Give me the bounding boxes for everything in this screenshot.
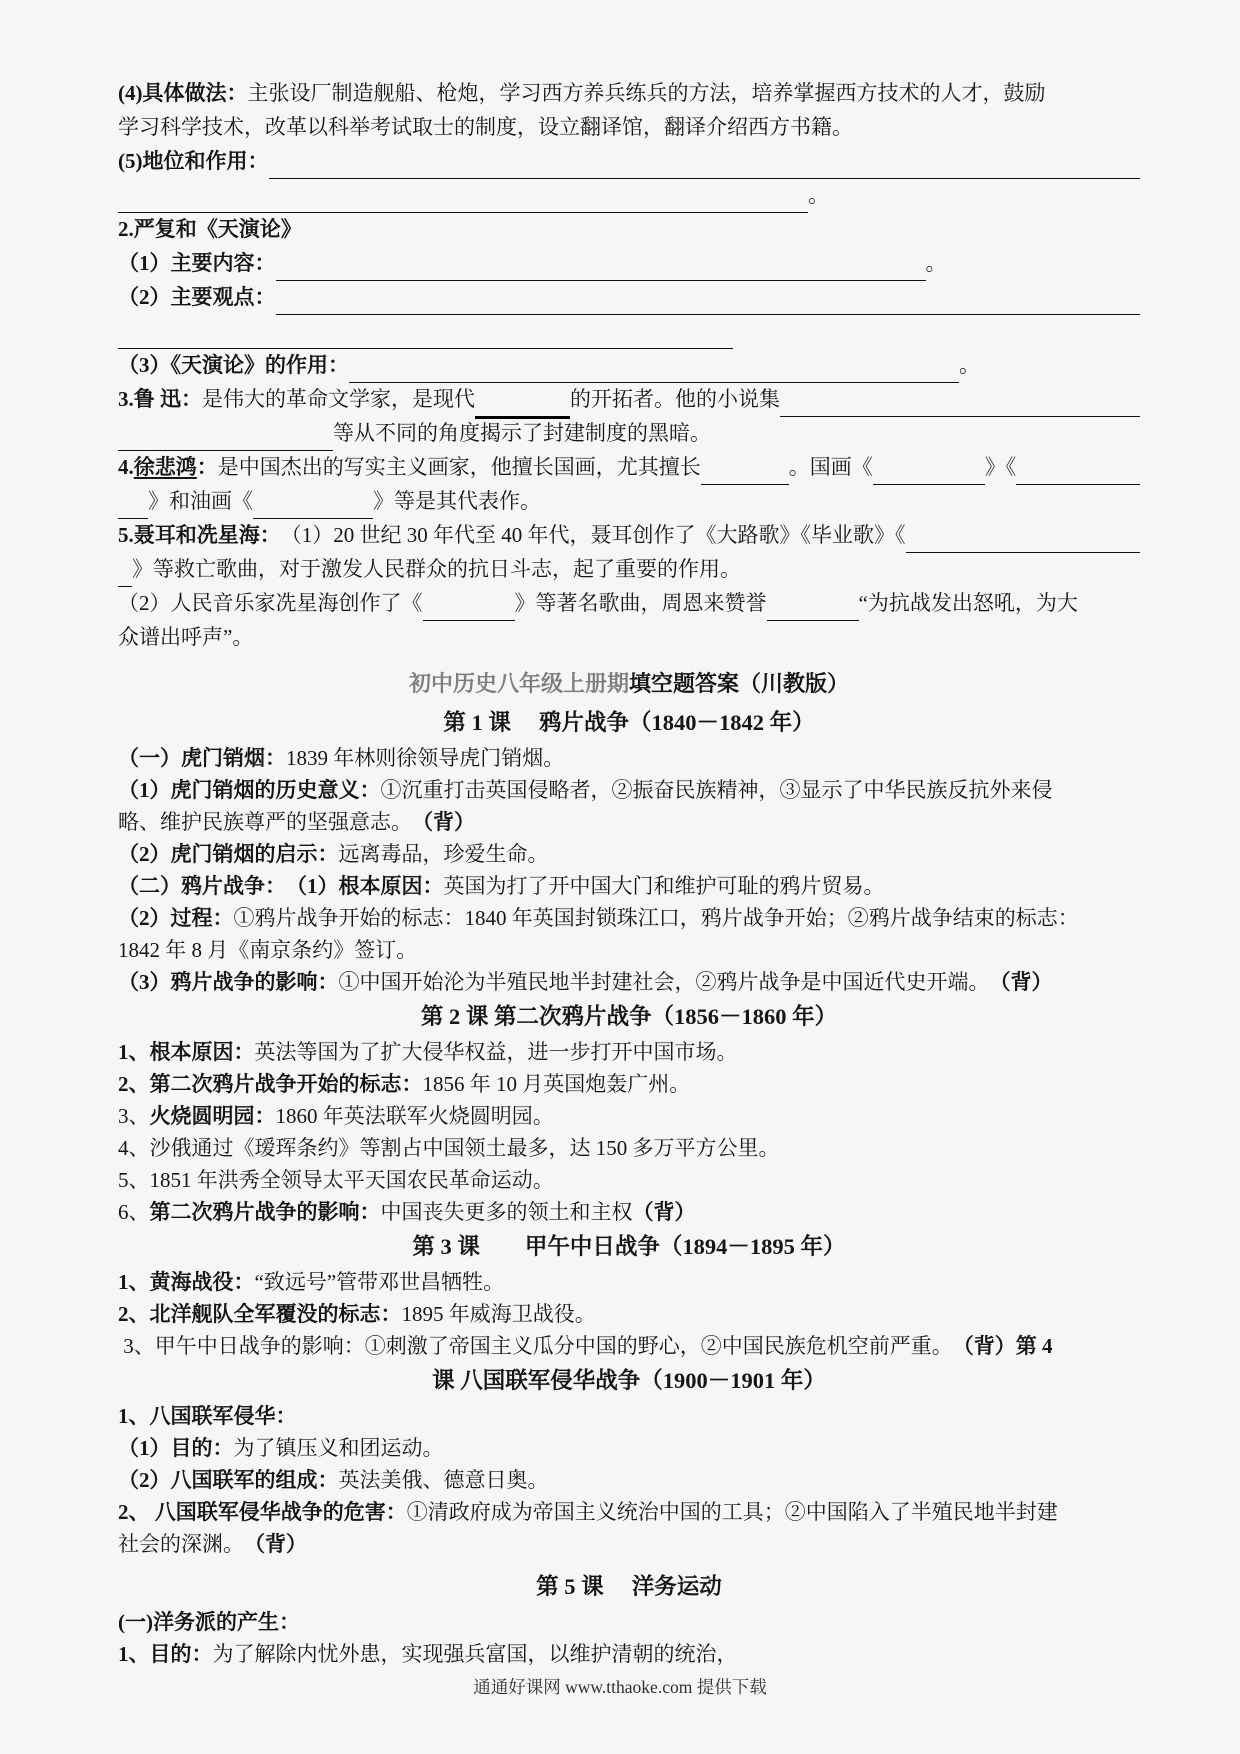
text-run: （1）20 世纪 30 年代至 40 年代，聂耳创作了《大路歌》《毕业歌》《 (280, 523, 906, 547)
fill-in-blank (118, 552, 132, 587)
text-run: （3）鸦片战争的影响： (118, 970, 339, 994)
text-run: （1）虎门销烟的历史意义： (118, 778, 381, 802)
text-run: 5、1851 年洪秀全领导太平天国农民革命运动。 (118, 1168, 554, 1192)
text-run: 。 (959, 353, 980, 377)
document-line (118, 1266, 1140, 1298)
document-line (118, 1330, 1140, 1362)
text-run: 等从不同的角度揭示了封建制度的黑暗。 (333, 421, 711, 445)
document-line (118, 1432, 1140, 1464)
document-line (118, 966, 1140, 998)
text-run: 2、 八国联军侵华战争的危害： (118, 1500, 407, 1524)
fill-in-blank (349, 348, 959, 383)
fill-in-blank (276, 246, 926, 281)
text-run: 1895 年威海卫战役。 (401, 1302, 596, 1326)
text-run: （2）人民音乐家冼星海创作了《 (118, 591, 423, 615)
text-run: 3、 (118, 1104, 150, 1128)
fill-in-blank (118, 484, 148, 519)
text-run: ①沉重打击英国侵略者，②振奋民族精神，③显示了中华民族反抗外来侵 (380, 778, 1053, 802)
fill-in-blank (767, 586, 859, 621)
document-line (118, 178, 1140, 212)
text-run: （1）主要内容： (118, 251, 276, 275)
document-line (118, 1606, 1140, 1638)
text-run: （2）虎门销烟的启示： (118, 842, 339, 866)
text-run: 英法美俄、德意日奥。 (338, 1468, 549, 1492)
text-run: 填空题答案（川教版） (629, 671, 850, 696)
text-run: 2、北洋舰队全军覆没的标志： (118, 1302, 402, 1326)
text-run: 社会的深渊。 (118, 1532, 244, 1556)
fill-in-blank (701, 450, 789, 485)
document-line (118, 416, 1140, 450)
document-line (118, 806, 1140, 838)
text-run: 英法等国为了扩大侵华权益，进一步打开中国市场。 (254, 1040, 738, 1064)
text-run: 为了镇压义和团运动。 (233, 1436, 444, 1460)
document-line (118, 1528, 1140, 1560)
text-run: 3、甲午中日战争的影响： (118, 1334, 365, 1358)
document-line (118, 742, 1140, 774)
text-run: 徐悲鸿 (133, 455, 197, 479)
document-line (118, 76, 1140, 110)
text-run: （二）鸦片战争： (118, 874, 286, 898)
lesson-heading (118, 704, 1140, 742)
fill-in-blank (873, 450, 985, 485)
document-line (118, 110, 1140, 144)
document-line (118, 1464, 1140, 1496)
document-line (118, 1132, 1140, 1164)
fill-in-blank (780, 382, 1140, 417)
text-run: 第 1 课 鸦片战争（1840－1842 年） (443, 710, 815, 735)
text-run: 略、维护民族尊严的坚强意志。 (118, 810, 412, 834)
document-line (118, 1400, 1140, 1432)
text-run: ①刺激了帝国主义瓜分中国的野心，②中国民族危机空前严重。 (364, 1334, 953, 1358)
lesson-heading (118, 1228, 1140, 1266)
text-run: 》等著名歌曲，周恩来赞誉 (514, 591, 767, 615)
text-run: (5)地位和作用： (118, 149, 269, 173)
lesson-heading (118, 1362, 1140, 1400)
text-run: （1）目的： (118, 1436, 234, 1460)
text-run: (4)具体做法： (118, 81, 248, 105)
text-run: 1839 年林则徐领导虎门销烟。 (286, 746, 565, 770)
text-run: （3）《天演论》的作用： (118, 353, 349, 377)
document-line (118, 1164, 1140, 1196)
document-line (118, 1638, 1140, 1670)
text-run: 。 (925, 251, 947, 275)
text-run: （1）根本原因： (286, 874, 444, 898)
text-run: ①鸦片战争开始的标志：1840 年英国封锁珠江口，鸦片战争开始；②鸦片战争结束的标志： (233, 906, 1079, 930)
text-run: ： (196, 455, 218, 479)
text-run: 中国丧失更多的领土和主权 (380, 1200, 633, 1224)
text-run: （一）虎门销烟： (118, 746, 286, 770)
fill-in-blank (253, 484, 373, 519)
document-line (118, 280, 1140, 314)
fill-in-blank (1016, 450, 1140, 485)
text-run: 1842 年 8 月《南京条约》签订。 (118, 938, 418, 962)
document-line (118, 552, 1140, 586)
text-run: 1、目的： (118, 1642, 213, 1666)
fill-in-blank (276, 280, 1141, 315)
document-title (118, 664, 1140, 704)
document-line (118, 348, 1140, 382)
text-run: （背） (632, 1200, 696, 1224)
footer-text: 通通好课网 www.tthaoke.com 提供下载 (473, 1677, 767, 1697)
text-run: （2）过程： (118, 906, 234, 930)
text-run: （背）第 4 (952, 1334, 1053, 1358)
text-run: 第 3 课 甲午中日战争（1894－1895 年） (412, 1234, 846, 1259)
text-run: 1860 年英法联军火烧圆明园。 (275, 1104, 554, 1128)
text-run: （背） (244, 1532, 307, 1556)
fill-in-blank (118, 314, 733, 349)
document-line (118, 586, 1140, 620)
page-footer (0, 1674, 1240, 1699)
document-line (118, 934, 1140, 966)
document-line (118, 450, 1140, 484)
document-line (118, 246, 1140, 280)
text-run: 3.鲁 迅： (118, 387, 202, 411)
text-run: 是伟大的革命文学家，是现代 (202, 387, 475, 411)
document-line (118, 774, 1140, 806)
document-line (118, 1496, 1140, 1528)
document-line (118, 144, 1140, 178)
document-line (118, 1196, 1140, 1228)
text-run: 2.严复和《天演论》 (118, 217, 302, 241)
text-run: 》等救亡歌曲，对于激发人民群众的抗日斗志，起了重要的作用。 (132, 557, 741, 581)
text-run: 课 八国联军侵华战争（1900－1901 年） (432, 1368, 826, 1393)
text-run: 第 2 课 第二次鸦片战争（1856－1860 年） (420, 1004, 838, 1029)
document-line (118, 902, 1140, 934)
text-run: 1、黄海战役： (118, 1270, 255, 1294)
document-line (118, 620, 1140, 654)
document-line (118, 838, 1140, 870)
text-run: (一)洋务派的产生： (118, 1610, 300, 1634)
text-run: 1、八国联军侵华： (118, 1404, 297, 1428)
text-run: 学习科学技术，改革以科举考试取士的制度，设立翻译馆，翻译介绍西方书籍。 (118, 115, 853, 139)
fill-in-blank (269, 144, 1141, 179)
text-run: 1、根本原因： (118, 1040, 255, 1064)
document-line (118, 314, 1140, 348)
text-run: （背） (989, 970, 1053, 994)
text-run: （背） (412, 810, 475, 834)
document-line (118, 212, 1140, 246)
text-run: 主张设厂制造舰船、枪炮，学习西方养兵练兵的方法，培养掌握西方技术的人才，鼓励 (247, 81, 1046, 105)
text-run: 4. (118, 455, 134, 479)
fill-in-blank (423, 586, 515, 621)
text-run: 众谱出呼声”。 (118, 625, 254, 649)
text-run: 第 5 课 洋务运动 (536, 1574, 722, 1599)
text-run: 远离毒品，珍爱生命。 (338, 842, 549, 866)
text-run: 为了解除内忧外患，实现强兵富国，以维护清朝的统治， (212, 1642, 738, 1666)
document-line (118, 870, 1140, 902)
fill-in-blank (906, 518, 1141, 553)
document-body (118, 76, 1140, 1670)
text-run: 1856 年 10 月英国炮轰广州。 (422, 1072, 691, 1096)
text-run: 是中国杰出的写实主义画家，他擅长国画，尤其擅长 (217, 455, 701, 479)
text-run: “致远号”管带邓世昌牺牲。 (254, 1270, 505, 1294)
document-line (118, 518, 1140, 552)
document-line (118, 484, 1140, 518)
document-line (118, 382, 1140, 416)
document-line (118, 1068, 1140, 1100)
text-run: 第二次鸦片战争的影响： (149, 1200, 381, 1224)
text-run: ①清政府成为帝国主义统治中国的工具；②中国陷入了半殖民地半封建 (406, 1500, 1058, 1524)
text-run: 》和油画《 (148, 489, 253, 513)
text-run: 。 (808, 183, 829, 207)
text-run: 。国画《 (788, 455, 873, 479)
fill-in-blank (118, 416, 333, 451)
text-run: （2）八国联军的组成： (118, 1468, 339, 1492)
fill-in-blank (118, 178, 808, 213)
text-run: 火烧圆明园： (149, 1104, 276, 1128)
fill-in-blank (475, 382, 570, 419)
text-run: 初中历史八年级上册期 (408, 671, 629, 696)
text-run: ①中国开始沦为半殖民地半封建社会，②鸦片战争是中国近代史开端。 (338, 970, 990, 994)
lesson-heading (118, 1568, 1140, 1606)
document-line (118, 1036, 1140, 1068)
text-run: 5.聂耳和冼星海： (118, 523, 281, 547)
document-line (118, 1100, 1140, 1132)
text-run: 4、沙俄通过《瑷珲条约》等割占中国领土最多，达 150 多万平方公里。 (118, 1136, 780, 1160)
text-run: （2）主要观点： (118, 285, 276, 309)
document-line (118, 1298, 1140, 1330)
text-run: 的开拓者。他的小说集 (570, 387, 780, 411)
text-run: 英国为打了开中国大门和维护可耻的鸦片贸易。 (443, 874, 885, 898)
text-run: 2、第二次鸦片战争开始的标志： (118, 1072, 423, 1096)
text-run: 》等是其代表作。 (373, 489, 541, 513)
lesson-heading (118, 998, 1140, 1036)
text-run: “为抗战发出怒吼，为大 (858, 591, 1078, 615)
text-run: 》《 (984, 455, 1017, 479)
text-run: 6、 (118, 1200, 150, 1224)
